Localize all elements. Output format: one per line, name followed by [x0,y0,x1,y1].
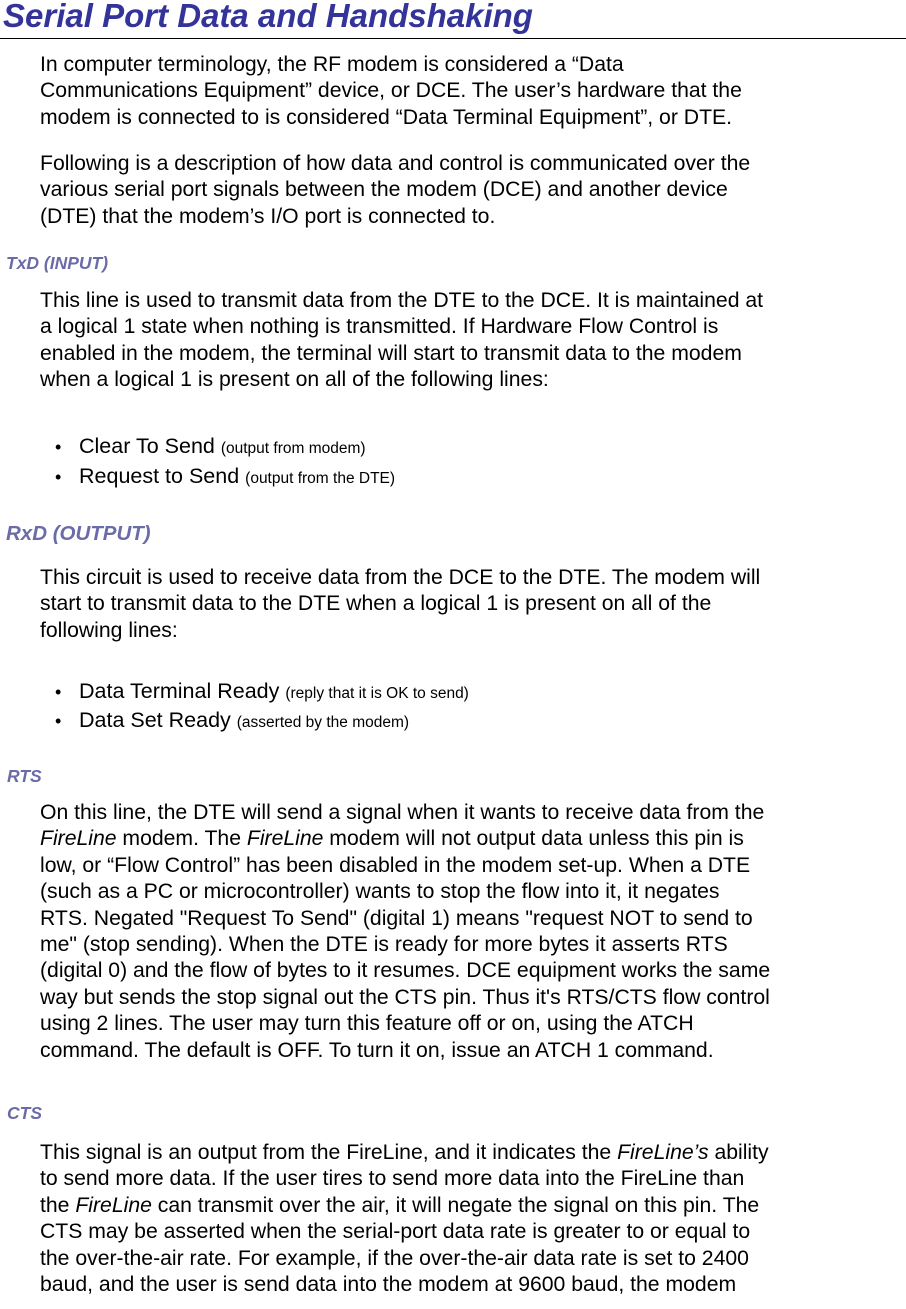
bullet-note: (reply that it is OK to send) [285,685,469,702]
bullet-icon: • [55,467,62,487]
text-line: On this line, the DTE will send a signal when it wants to receive data from the [40,801,765,824]
cts-paragraph [40,1140,906,1298]
product-name: FireLine [246,827,324,851]
rxd-bullet-data-set-ready [55,707,409,736]
text-line: Following is a description of how data and control is communicated over the [40,152,751,175]
text-line: following lines: [40,618,178,642]
page-title: Serial Port Data and Handshaking [3,0,533,34]
text-line: using 2 lines. The user may turn this feature off or on, using the ATCH [40,1012,694,1036]
text-run: modem. The [116,827,247,851]
txd-paragraph [40,288,906,394]
text-run: modem will not output data unless this pin is [323,827,744,851]
text-line: low, or “Flow Control” has been disabled in the modem set-up. When a DTE [40,853,751,877]
bullet-icon: • [55,437,62,457]
text-line: various serial port signals between the modem (DCE) and another device [40,178,728,202]
text-line: (digital 0) and the flow of bytes to it resumes. DCE equipment works the same [40,959,771,983]
text-line: way but sends the stop signal out the CTS pin. Thus it's RTS/CTS flow control [40,985,770,1009]
text-line: the over-the-air rate. For example, if the over-the-air data rate is set to 2400 [40,1246,749,1270]
title-divider [0,38,906,39]
text-line: modem is connected to is considered “Data Terminal Equipment”, or DTE. [40,105,733,129]
product-name: FireLine’s [617,1141,709,1164]
text-run: the [40,1193,76,1217]
text-line: (DTE) that the modem’s I/O port is connected to. [40,204,496,228]
text-line: (such as a PC or microcontroller) wants to stop the flow into it, it negates [40,880,720,904]
bullet-note: (output from modem) [220,440,366,457]
txd-bullet-clear-to-send [55,433,366,462]
text-line: enabled in the modem, the terminal will start to transmit data to the modem [40,341,742,365]
bullet-icon: • [55,711,62,731]
product-name: FireLine [75,1193,152,1217]
text-line: me" (stop sending). When the DTE is ready for more bytes it asserts RTS [40,933,728,957]
text-line: baud, and the user is send data into the modem at 9600 baud, the modem [40,1273,737,1297]
bullet-note: (asserted by the modem) [236,714,410,731]
bullet-term: Data Set Ready [79,708,231,732]
bullet-term: Clear To Send [79,434,215,458]
text-line: In computer terminology, the RF modem is considered a “Data [40,53,624,76]
text-line: This circuit is used to receive data from the DCE to the DTE. The modem will [40,566,761,589]
bullet-note: (output from the DTE) [245,470,396,487]
text-line: start to transmit data to the DTE when a logical 1 is present on all of the [40,592,712,616]
bullet-icon: • [55,682,62,702]
intro-paragraph-2 [40,151,906,230]
intro-paragraph-1 [40,52,906,131]
text-line: to send more data. If the user tires to send more data into the FireLine than [40,1167,745,1191]
text-run: ability [708,1141,769,1164]
product-name: FireLine [40,827,117,851]
rxd-paragraph [40,565,906,644]
text-line: when a logical 1 is present on all of the following lines: [40,368,549,392]
bullet-term: Data Terminal Ready [79,679,280,703]
text-line [40,1193,906,1219]
bullet-term: Request to Send [79,464,240,488]
text-line [40,826,906,852]
text-line [40,1140,906,1166]
cts-heading: CTS [7,1103,42,1123]
text-line: This line is used to transmit data from the DTE to the DCE. It is maintained at [40,289,764,312]
text-line: CTS may be asserted when the serial-port data rate is greater to or equal to [40,1220,751,1244]
rts-paragraph [40,800,906,1064]
rxd-bullet-data-terminal-ready [55,678,469,707]
text-run: This signal is an output from the FireLine, and it indicates the [40,1141,618,1164]
rts-heading: RTS [7,766,42,786]
txd-heading: TxD (INPUT) [6,253,109,273]
rxd-heading: RxD (OUTPUT) [6,522,151,545]
text-line: Communications Equipment” device, or DCE. The user’s hardware that the [40,79,742,103]
text-line: RTS. Negated "Request To Send" (digital 1) means "request NOT to send to [40,906,753,930]
text-line: a logical 1 state when nothing is transmitted. If Hardware Flow Control is [40,315,719,339]
text-run: can transmit over the air, it will negate the signal on this pin. The [151,1193,760,1217]
text-line: command. The default is OFF. To turn it on, issue an ATCH 1 command. [40,1038,714,1062]
txd-bullet-request-to-send [55,463,395,492]
